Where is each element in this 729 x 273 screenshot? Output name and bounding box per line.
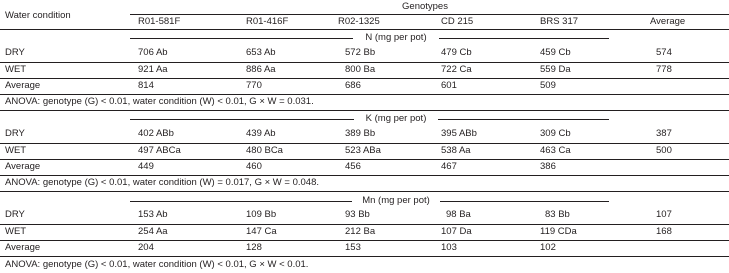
cell: 686 (345, 80, 361, 91)
cell: 722 Ca (441, 64, 472, 75)
cell: 402 ABb (138, 128, 174, 139)
col-header-r02-1325: R02-1325 (338, 16, 380, 27)
cell: 386 (540, 161, 556, 172)
anova-rule (0, 110, 729, 111)
anova-note: ANOVA: genotype (G) < 0.01, water condition (W) < 0.01, G × W = 0.031. (5, 96, 314, 107)
cell: 572 Bb (345, 47, 376, 58)
row-label: DRY (5, 47, 25, 58)
cell: 921 Aa (138, 64, 168, 75)
col-header-brs-317: BRS 317 (540, 16, 579, 27)
cell: 204 (138, 242, 154, 253)
cell: 439 Ab (246, 128, 276, 139)
cell: 653 Ab (246, 47, 276, 58)
cell: 460 (246, 161, 262, 172)
row-divider (0, 159, 729, 160)
cell: 395 ABb (441, 128, 477, 139)
section-rule-right (439, 38, 609, 39)
cell: 497 ABCa (138, 145, 181, 156)
cell: 107 (656, 209, 672, 220)
row-divider (0, 224, 729, 225)
cell: 387 (656, 128, 672, 139)
cell: 706 Ab (138, 47, 168, 58)
row-label: WET (5, 226, 27, 237)
cell: 98 Ba (446, 209, 471, 220)
col-header-cd-215: CD 215 (441, 16, 474, 27)
cell: 389 Bb (345, 128, 376, 139)
section-rule-right (440, 201, 609, 202)
cell: 147 Ca (246, 226, 277, 237)
col-header-r01-581f: R01-581F (138, 16, 181, 27)
section-rule-left (130, 119, 354, 120)
cell: 168 (656, 226, 672, 237)
row-label: DRY (5, 209, 25, 220)
section-title: N (mg per pot) (365, 32, 427, 43)
genotypes-header: Genotypes (402, 1, 448, 12)
col-header-average: Average (650, 16, 686, 27)
cell: 254 Aa (138, 226, 168, 237)
section-bottom-rule (0, 94, 729, 95)
section-bottom-rule (0, 175, 729, 176)
cell: 456 (345, 161, 361, 172)
cell: 467 (441, 161, 457, 172)
cell: 119 CDa (540, 226, 577, 237)
row-label: WET (5, 145, 27, 156)
row-divider (0, 143, 729, 144)
genotypes-underline (130, 14, 729, 15)
row-divider (0, 240, 729, 241)
col-header-r01-416f: R01-416F (246, 16, 289, 27)
anova-rule (0, 191, 729, 192)
section-title: Mn (mg per pot) (362, 195, 430, 206)
cell: 523 ABa (345, 145, 381, 156)
anova-note: ANOVA: genotype (G) < 0.01, water condition (W) = 0.017, G × W = 0.048. (5, 177, 320, 188)
cell: 109 Bb (246, 209, 277, 220)
cell: 463 Ca (540, 145, 571, 156)
cell: 778 (656, 64, 672, 75)
section-title: K (mg per pot) (365, 113, 427, 124)
section-bottom-rule (0, 256, 729, 257)
water-condition-header: Water condition (5, 10, 71, 21)
row-label: Average (5, 242, 41, 253)
cell: 800 Ba (345, 64, 376, 75)
cell: 601 (441, 80, 457, 91)
cell: 309 Cb (540, 128, 571, 139)
cell: 509 (540, 80, 556, 91)
cell: 500 (656, 145, 672, 156)
cell: 886 Aa (246, 64, 276, 75)
cell: 128 (246, 242, 262, 253)
row-divider (0, 78, 729, 79)
row-label: Average (5, 80, 41, 91)
section-rule-right (438, 119, 609, 120)
cell: 102 (540, 242, 556, 253)
cell: 107 Da (441, 226, 472, 237)
cell: 770 (246, 80, 262, 91)
row-divider (0, 62, 729, 63)
header-rule (0, 29, 729, 30)
cell: 93 Bb (345, 209, 370, 220)
cell: 449 (138, 161, 154, 172)
cell: 83 Bb (545, 209, 570, 220)
row-label: Average (5, 161, 41, 172)
cell: 153 Ab (138, 209, 168, 220)
cell: 103 (441, 242, 457, 253)
row-label: DRY (5, 128, 25, 139)
cell: 538 Aa (441, 145, 471, 156)
cell: 814 (138, 80, 154, 91)
cell: 153 (345, 242, 361, 253)
cell: 559 Da (540, 64, 571, 75)
cell: 212 Ba (345, 226, 376, 237)
anova-note: ANOVA: genotype (G) < 0.01, water condition (W) < 0.01, G × W < 0.01. (5, 259, 309, 270)
cell: 479 Cb (441, 47, 472, 58)
cell: 459 Cb (540, 47, 571, 58)
cell: 480 BCa (246, 145, 283, 156)
section-rule-left (130, 38, 353, 39)
cell: 574 (656, 47, 672, 58)
section-rule-left (130, 201, 352, 202)
row-label: WET (5, 64, 27, 75)
